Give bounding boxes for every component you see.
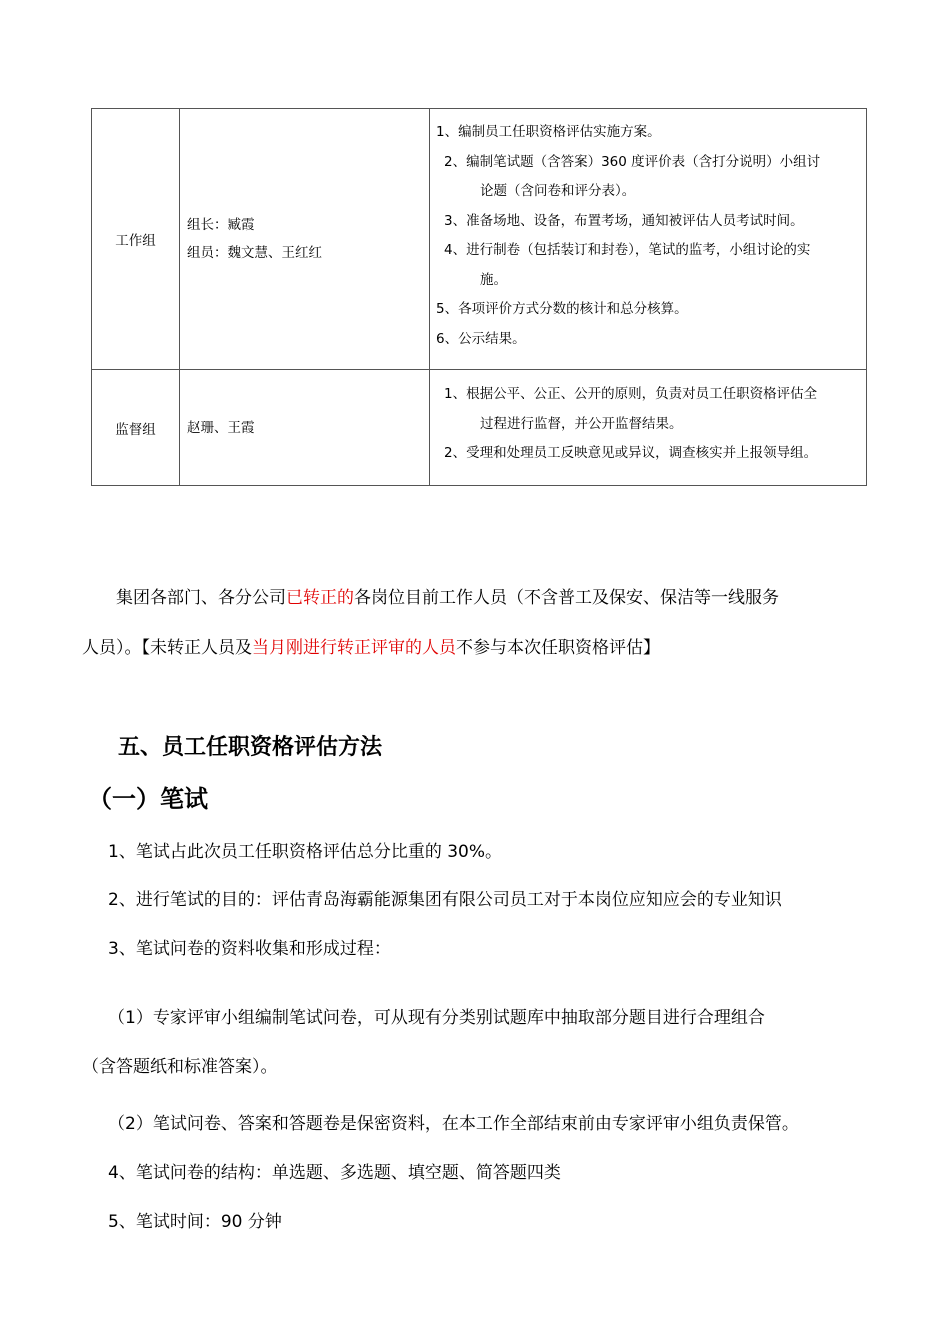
organization-table [91, 108, 867, 486]
sub-item-continuation: （含答题纸和标准答案）。 [82, 1057, 278, 1077]
member-line: 组员：魏文慧、王红红 [187, 245, 322, 261]
sub-item: （2）笔试问卷、答案和答题卷是保密资料，在本工作全部结束前由专家评审小组负责保管。 [108, 1114, 799, 1134]
member-line: 赵珊、王霞 [187, 419, 255, 436]
scope-paragraph-line2: 人员）。【未转正人员及当月刚进行转正评审的人员不参与本次任职资格评估】 [82, 638, 660, 658]
duty-item: 1、编制员工任职资格评估实施方案。 [436, 124, 661, 140]
duty-item: 2、编制笔试题（含答案）360 度评价表（含打分说明）小组讨 论题（含问卷和评分表）。 [444, 153, 821, 199]
duty-item: 4、进行制卷（包括装订和封卷），笔试的监考，小组讨论的实 施。 [444, 242, 811, 288]
list-item: 4、笔试问卷的结构：单选题、多选题、填空题、简答题四类 [108, 1163, 561, 1183]
list-item: 2、进行笔试的目的：评估青岛海霸能源集团有限公司员工对于本岗位应知应会的专业知识 [108, 890, 782, 910]
group-members [180, 370, 430, 486]
table-row [92, 370, 867, 486]
group-members [180, 109, 430, 370]
duty-item: 2、受理和处理员工反映意见或异议，调查核实并上报领导组。 [444, 445, 818, 462]
subsection-heading: （一）笔试 [88, 785, 208, 813]
group-name: 监督组 [92, 370, 180, 486]
group-duties [430, 109, 867, 370]
sub-item: （1）专家评审小组编制笔试问卷，可从现有分类别试题库中抽取部分题目进行合理组合 [108, 1008, 765, 1028]
duty-item: 1、根据公平、公正、公开的原则，负责对员工任职资格评估全 过程进行监督，并公开监督结果。 [444, 386, 818, 432]
group-duties [430, 370, 867, 486]
duty-item: 5、各项评价方式分数的核计和总分核算。 [436, 301, 688, 317]
list-item: 5、笔试时间：90 分钟 [108, 1212, 282, 1232]
table-row [92, 109, 867, 370]
scope-paragraph-line1: 集团各部门、各分公司已转正的各岗位目前工作人员（不含普工及保安、保洁等一线服务 [116, 588, 779, 608]
group-name: 工作组 [92, 109, 180, 370]
list-item: 1、笔试占此次员工任职资格评估总分比重的 30%。 [108, 842, 503, 862]
duty-item: 6、公示结果。 [436, 330, 526, 347]
member-line: 组长：臧霞 [187, 217, 255, 233]
list-item: 3、笔试问卷的资料收集和形成过程： [108, 939, 391, 959]
duty-item: 3、准备场地、设备，布置考场，通知被评估人员考试时间。 [444, 212, 804, 229]
section-heading: 五、员工任职资格评估方法 [118, 735, 383, 760]
